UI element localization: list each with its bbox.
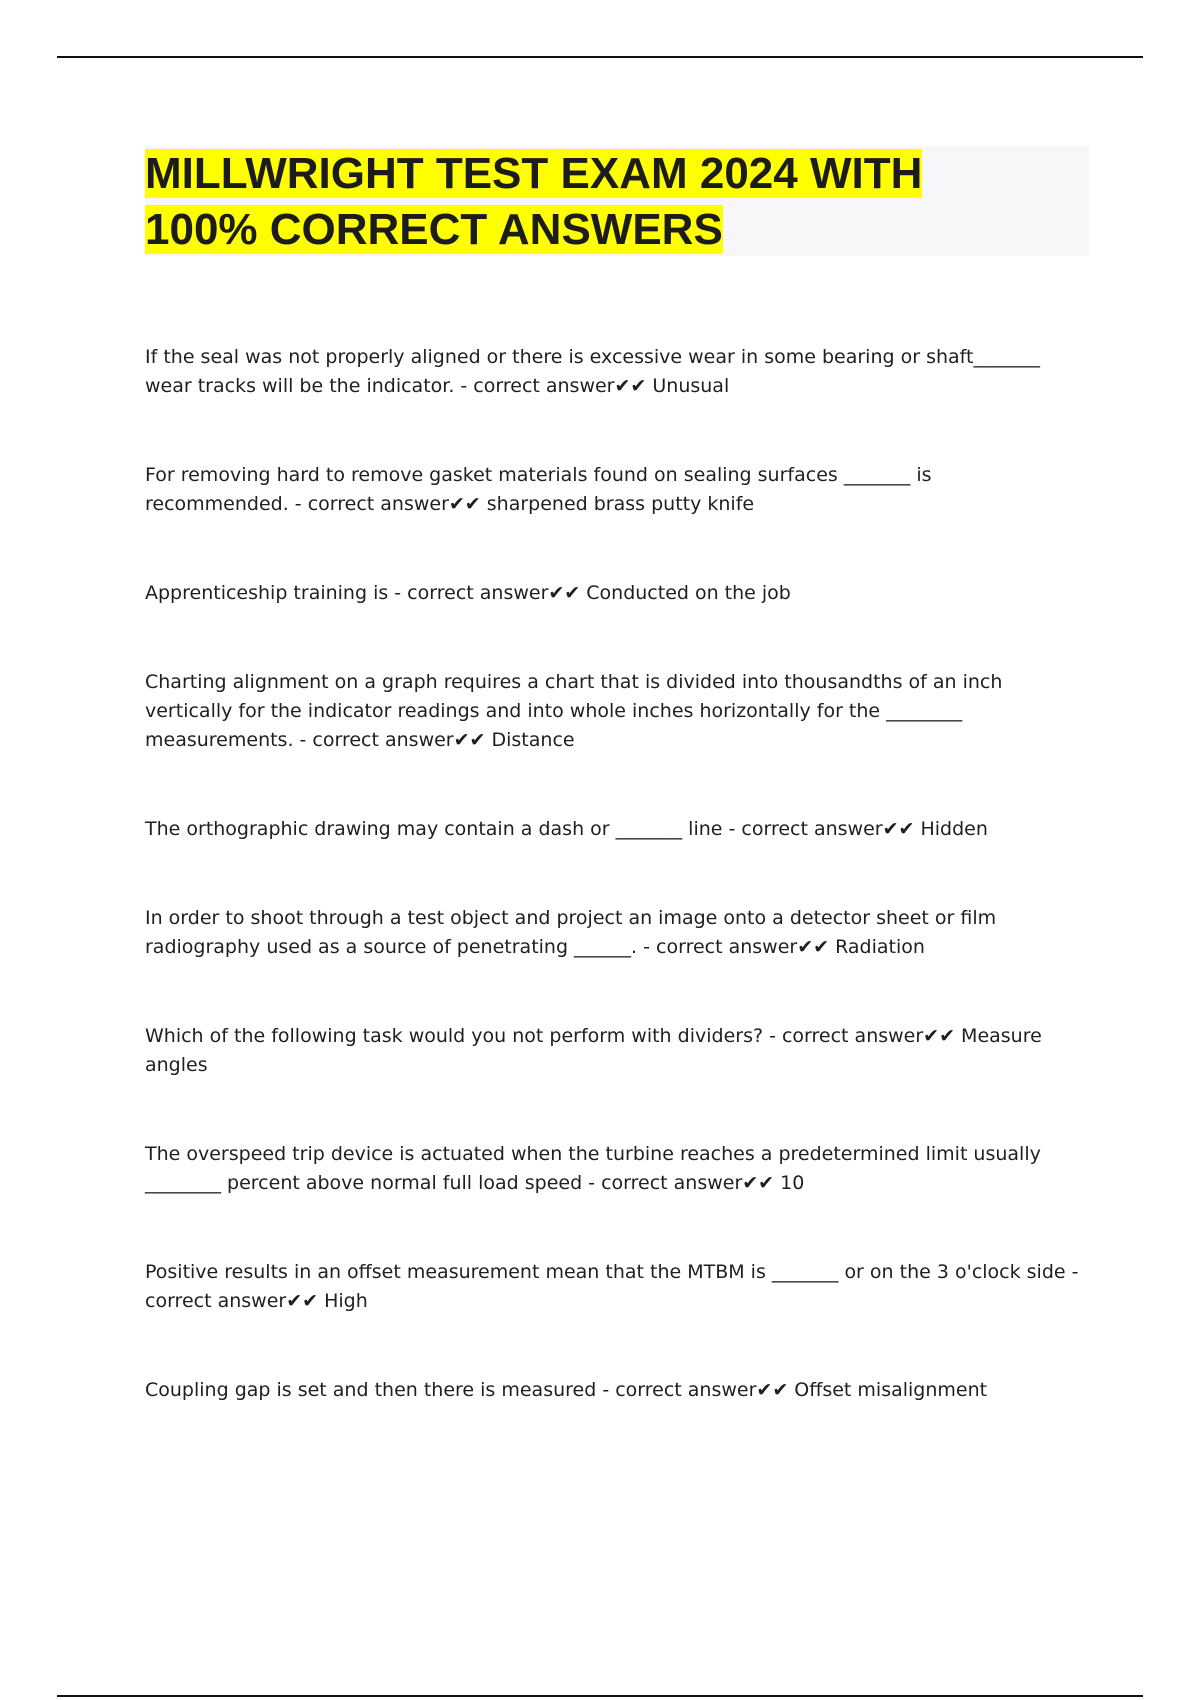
question-item: The overspeed trip device is actuated when the turbine reaches a predetermined limit usually ________ percent above normal full load speed - correct answer✔✔ 10 [145,1143,1041,1194]
question-item: If the seal was not properly aligned or there is excessive wear in some bearing or shaft_______ wear tracks will be the indicator. - correct answer✔✔ Unusual [145,346,1040,397]
question-list [145,343,1080,1465]
question-item: Apprenticeship training is - correct answer✔✔ Conducted on the job [145,582,791,604]
document-title [145,146,1089,258]
footer-rule [57,1695,1143,1697]
question-item: Which of the following task would you not perform with dividers? - correct answer✔✔ Measure angles [145,1025,1042,1076]
question-item: Charting alignment on a graph requires a chart that is divided into thousandths of an inch vertically for the indicator readings and into whole inches horizontally for the ________ measurements. - correct answer✔✔ Distance [145,671,1003,751]
question-item: The orthographic drawing may contain a dash or _______ line - correct answer✔✔ Hidden [145,818,988,840]
question-item: For removing hard to remove gasket materials found on sealing surfaces _______ is recommended. - correct answer✔✔ sharpened brass putty knife [145,464,932,515]
header-rule [57,56,1143,58]
question-item: In order to shoot through a test object and project an image onto a detector sheet or film radiography used as a source of penetrating ______. - correct answer✔✔ Radiation [145,907,997,958]
title-line-1: MILLWRIGHT TEST EXAM 2024 WITH [145,149,923,198]
title-block [145,146,1089,256]
title-line-2: 100% CORRECT ANSWERS [145,205,723,254]
question-item: Positive results in an offset measurement mean that the MTBM is _______ or on the 3 o'clock side - correct answer✔✔ High [145,1261,1079,1312]
question-item: Coupling gap is set and then there is measured - correct answer✔✔ Offset misalignment [145,1379,988,1401]
